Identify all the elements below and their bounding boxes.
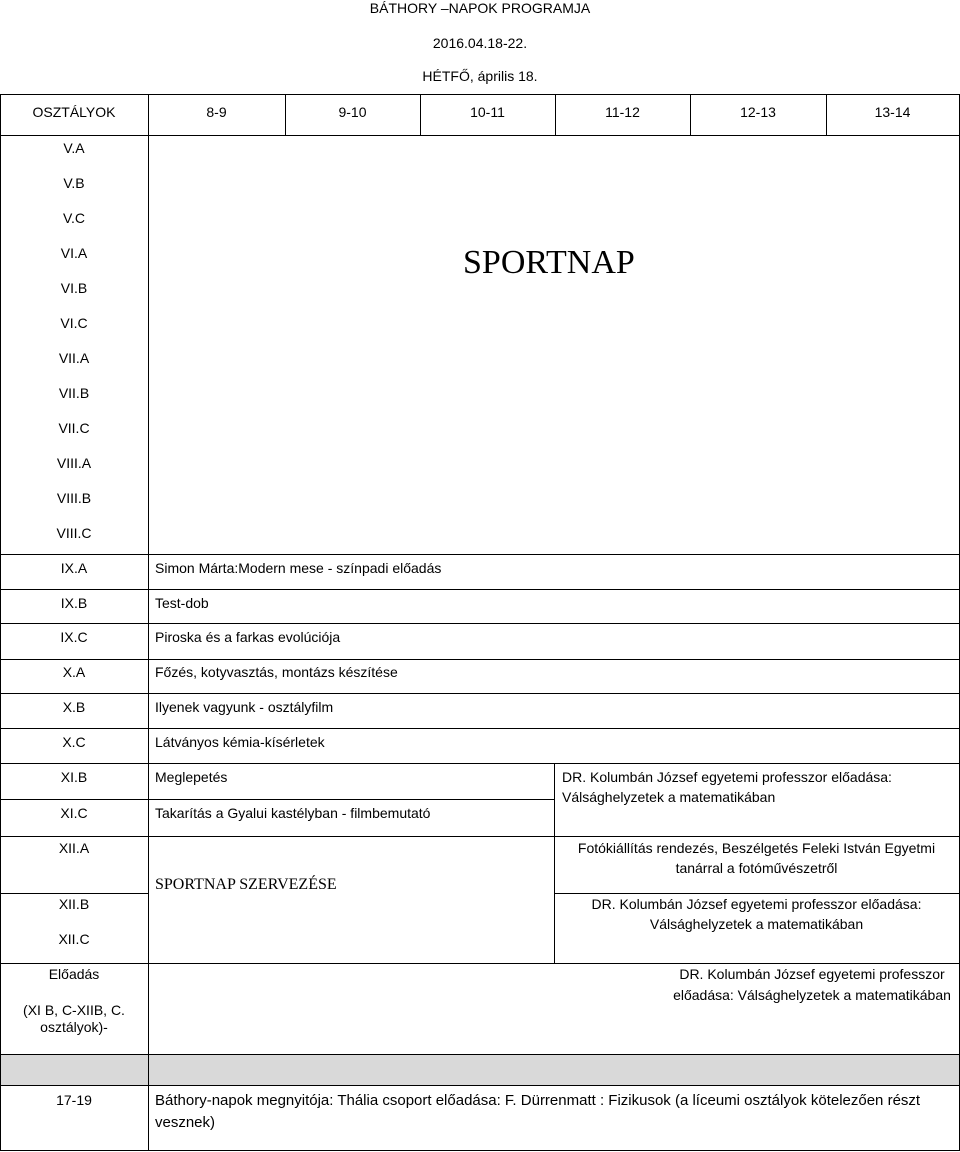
lecture-xi-line2: Válsághelyzetek a matematikában — [562, 789, 776, 805]
lecture-xiib-line2: Válsághelyzetek a matematikában — [649, 916, 864, 932]
evening-time: 17-19 — [56, 1092, 92, 1108]
class-label: VIII.C — [56, 525, 92, 541]
class-label: IX.C — [60, 629, 88, 645]
class-label: XII.C — [58, 931, 90, 947]
class-label: VI.B — [60, 280, 88, 296]
activity-x-c: Látványos kémia-kísérletek — [155, 734, 325, 750]
sportnap-organization: SPORTNAP SZERVEZÉSE — [155, 876, 337, 893]
document-dates: 2016.04.18-22. — [432, 35, 528, 51]
class-label: X.B — [62, 699, 86, 715]
class-label: IX.A — [60, 560, 88, 576]
class-label: VII.C — [58, 420, 90, 436]
class-label: V.B — [63, 175, 85, 191]
document-title: BÁTHORY –NAPOK PROGRAMJA — [369, 0, 591, 16]
evening-line1: Báthory-napok megnyitója: Thália csoport előadása: F. Dürrenmatt : Fizikusok (a líceumi osztályok kötelezően részt — [155, 1092, 921, 1109]
class-label: V.A — [63, 140, 85, 156]
lecture-final-line2: előadása: Válsághelyzetek a matematikában — [673, 987, 951, 1003]
activity-ix-c: Piroska és a farkas evolúciója — [155, 629, 341, 645]
class-label: XI.C — [60, 805, 88, 821]
lecture-xiib-line1: DR. Kolumbán József egyetemi professzor előadása: — [591, 896, 922, 912]
lecture-xi-line1: DR. Kolumbán József egyetemi professzor előadása: — [562, 769, 892, 785]
col-header-9-10: 9-10 — [338, 104, 367, 120]
class-label: VIII.A — [56, 455, 92, 471]
eloadas-sub1: (XI B, C-XIIB, C. — [23, 1002, 125, 1018]
lecture-final-line1: DR. Kolumbán József egyetemi professzor — [679, 966, 945, 982]
col-header-12-13: 12-13 — [740, 104, 776, 120]
spacer-row — [0, 1054, 960, 1085]
class-label: IX.B — [60, 595, 88, 611]
activity-xi-b: Meglepetés — [155, 769, 228, 785]
activity-x-b: Ilyenek vagyunk - osztályfilm — [155, 699, 334, 715]
eloadas-label: Előadás — [48, 966, 100, 982]
class-label: VIII.B — [56, 490, 92, 506]
class-label: XII.A — [58, 840, 90, 856]
photo-exhibit-line2: tanárral a fotóművészetről — [675, 860, 838, 876]
class-label: V.C — [62, 210, 86, 226]
class-label: VI.C — [60, 315, 88, 331]
col-header-11-12: 11-12 — [605, 104, 640, 120]
class-label: VI.A — [60, 245, 88, 261]
eloadas-sub2: osztályok)- — [40, 1019, 108, 1035]
activity-x-a: Főzés, kotyvasztás, montázs készítése — [155, 664, 398, 680]
activity-ix-a: Simon Márta:Modern mese - színpadi előadás — [155, 560, 442, 576]
class-label: XI.B — [60, 769, 88, 785]
col-header-10-11: 10-11 — [470, 104, 505, 120]
day-heading: HÉTFŐ, április 18. — [422, 68, 538, 84]
class-label: XII.B — [58, 896, 90, 912]
class-label: VII.A — [58, 350, 90, 366]
sportnap-banner: SPORTNAP — [463, 244, 635, 281]
col-header-classes: OSZTÁLYOK — [32, 104, 116, 120]
evening-line2: vesznek) — [155, 1114, 216, 1131]
photo-exhibit-line1: Fotókiállítás rendezés, Beszélgetés Feleki István Egyetmi — [577, 840, 936, 856]
col-header-13-14: 13-14 — [874, 104, 911, 120]
col-header-8-9: 8-9 — [206, 104, 227, 120]
activity-xi-c: Takarítás a Gyalui kastélyban - filmbemutató — [155, 805, 431, 821]
class-label: VII.B — [58, 385, 90, 401]
activity-ix-b: Test-dob — [155, 595, 209, 611]
class-label: X.C — [62, 734, 86, 750]
class-label: X.A — [62, 664, 86, 680]
